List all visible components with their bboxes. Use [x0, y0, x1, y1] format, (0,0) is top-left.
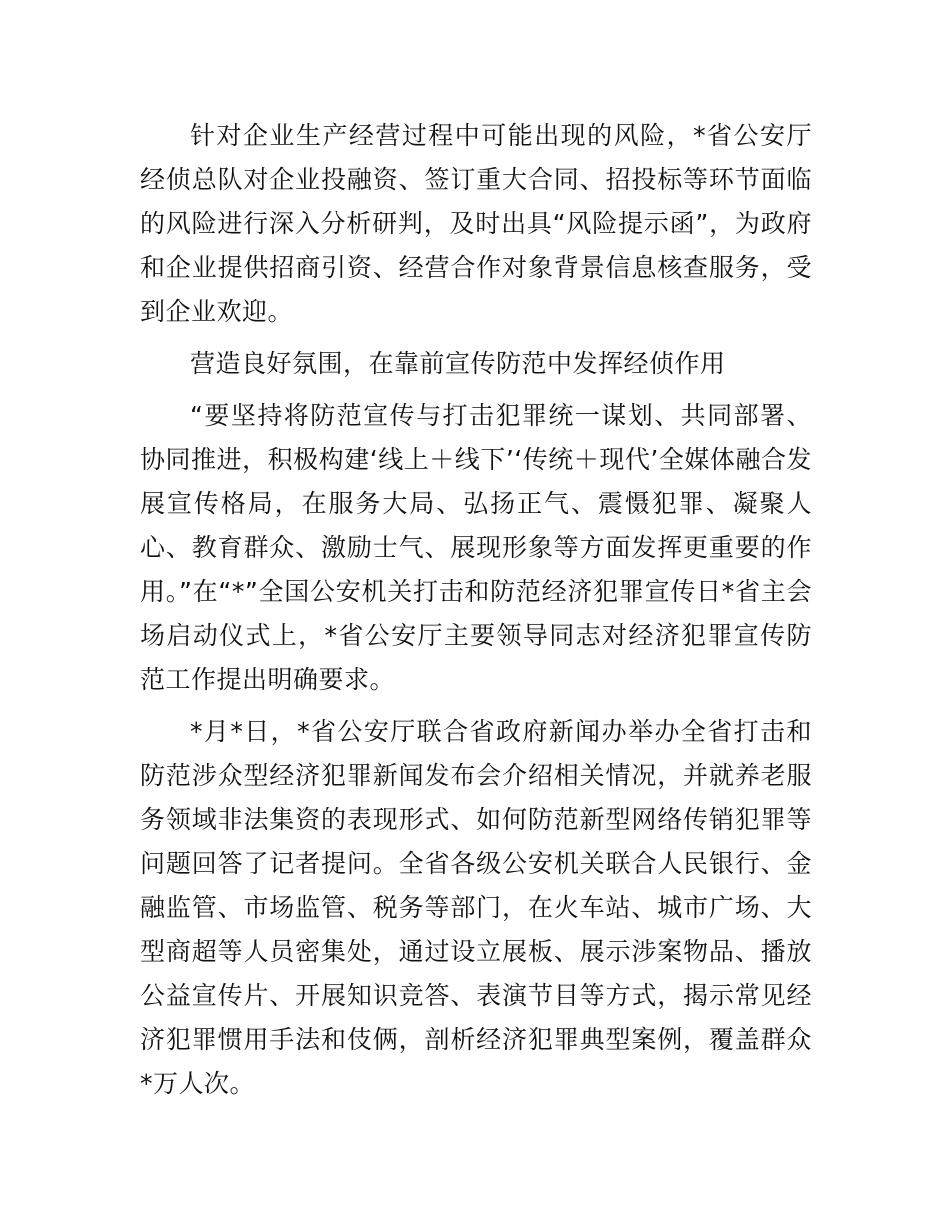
paragraph-publicity-requirements: “要坚持将防范宣传与打击犯罪统一谋划、共同部署、协同推进，积极构建‘线上＋线下’‘传统＋现代’全媒体融合发展宣传格局，在服务大局、弘扬正气、震慑犯罪、凝聚人心、教育群众、激励士气、展现形象等方面发挥更重要的作用。”在“*”全国公安机关打击和防范经济犯罪宣传日*省主会场启动仪式上，*省公安厅主要领导同志对经济犯罪宣传防范工作提出明确要求。	[140, 401, 812, 694]
section-heading: 营造良好氛围，在靠前宣传防范中发挥经侦作用	[190, 349, 726, 378]
document-body	[140, 114, 812, 1114]
paragraph-risk-warning: 针对企业生产经营过程中可能出现的风险，*省公安厅经侦总队对企业投融资、签订重大合同、招投标等环节面临的风险进行深入分析研判，及时出具“风险提示函”，为政府和企业提供招商引资、经营合作对象背景信息核查服务，受到企业欢迎。	[140, 121, 812, 326]
paragraph-press-conference: *月*日，*省公安厅联合省政府新闻办举办全省打击和防范涉众型经济犯罪新闻发布会介绍相关情况，并就养老服务领域非法集资的表现形式、如何防范新型网络传销犯罪等问题回答了记者提问。全省各级公安机关联合人民银行、金融监管、市场监管、税务等部门，在火车站、城市广场、大型商超等人员密集处，通过设立展板、展示涉案物品、播放公益宣传片、开展知识竞答、表演节目等方式，揭示常见经济犯罪惯用手法和伎俩，剖析经济犯罪典型案例，覆盖群众*万人次。	[140, 717, 812, 1098]
